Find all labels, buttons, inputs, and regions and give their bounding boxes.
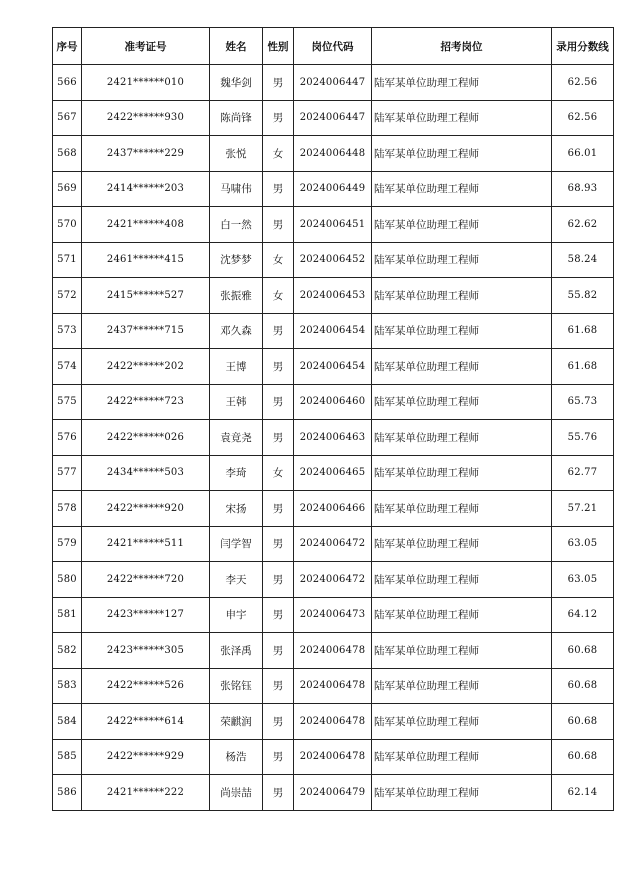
name-cell: 张铭钰 [210, 668, 263, 704]
score-line-cell: 55.82 [552, 278, 614, 314]
name-cell: 张泽禹 [210, 633, 263, 669]
name-cell: 李天 [210, 562, 263, 598]
gender-cell: 女 [263, 455, 294, 491]
post-cell: 陆军某单位助理工程师 [372, 313, 552, 349]
score-line-cell: 57.21 [552, 491, 614, 527]
score-line-cell: 62.62 [552, 207, 614, 243]
score-line-cell: 60.68 [552, 668, 614, 704]
exam-id-cell: 2422******526 [82, 668, 210, 704]
gender-cell: 男 [263, 349, 294, 385]
post-code-cell: 2024006451 [294, 207, 372, 243]
seq-cell: 575 [53, 384, 82, 420]
seq-cell: 571 [53, 242, 82, 278]
name-cell: 杨浩 [210, 739, 263, 775]
post-cell: 陆军某单位助理工程师 [372, 562, 552, 598]
results-table [52, 27, 614, 811]
post-cell: 陆军某单位助理工程师 [372, 491, 552, 527]
gender-cell: 男 [263, 562, 294, 598]
post-code-cell: 2024006472 [294, 562, 372, 598]
seq-cell: 566 [53, 65, 82, 101]
gender-cell: 女 [263, 136, 294, 172]
score-line-cell: 66.01 [552, 136, 614, 172]
score-line-cell: 63.05 [552, 562, 614, 598]
seq-cell: 573 [53, 313, 82, 349]
score-line-cell: 58.24 [552, 242, 614, 278]
table-row [53, 384, 614, 420]
post-cell: 陆军某单位助理工程师 [372, 384, 552, 420]
gender-cell: 男 [263, 491, 294, 527]
table-row [53, 562, 614, 598]
exam-id-cell: 2437******229 [82, 136, 210, 172]
seq-cell: 576 [53, 420, 82, 456]
post-cell: 陆军某单位助理工程师 [372, 171, 552, 207]
name-cell: 沈梦梦 [210, 242, 263, 278]
post-code-cell: 2024006466 [294, 491, 372, 527]
post-code-cell: 2024006472 [294, 526, 372, 562]
post-cell: 陆军某单位助理工程师 [372, 136, 552, 172]
exam-id-cell: 2422******920 [82, 491, 210, 527]
exam-id-cell: 2414******203 [82, 171, 210, 207]
seq-cell: 567 [53, 100, 82, 136]
post-code-cell: 2024006453 [294, 278, 372, 314]
gender-cell: 男 [263, 668, 294, 704]
score-line-cell: 62.14 [552, 775, 614, 811]
name-cell: 白一然 [210, 207, 263, 243]
table-row [53, 455, 614, 491]
exam-id-cell: 2421******010 [82, 65, 210, 101]
header-seq: 序号 [53, 28, 82, 65]
table-row [53, 704, 614, 740]
post-cell: 陆军某单位助理工程师 [372, 455, 552, 491]
seq-cell: 577 [53, 455, 82, 491]
score-line-cell: 65.73 [552, 384, 614, 420]
table-row [53, 526, 614, 562]
exam-id-cell: 2415******527 [82, 278, 210, 314]
exam-id-cell: 2422******202 [82, 349, 210, 385]
post-code-cell: 2024006463 [294, 420, 372, 456]
post-code-cell: 2024006454 [294, 313, 372, 349]
post-cell: 陆军某单位助理工程师 [372, 526, 552, 562]
post-code-cell: 2024006465 [294, 455, 372, 491]
seq-cell: 580 [53, 562, 82, 598]
name-cell: 魏华剑 [210, 65, 263, 101]
post-code-cell: 2024006479 [294, 775, 372, 811]
gender-cell: 男 [263, 420, 294, 456]
table-row [53, 278, 614, 314]
seq-cell: 578 [53, 491, 82, 527]
header-row [53, 28, 614, 65]
table-row [53, 313, 614, 349]
score-line-cell: 64.12 [552, 597, 614, 633]
exam-id-cell: 2421******511 [82, 526, 210, 562]
table-row [53, 633, 614, 669]
post-code-cell: 2024006478 [294, 739, 372, 775]
seq-cell: 572 [53, 278, 82, 314]
gender-cell: 男 [263, 207, 294, 243]
exam-id-cell: 2421******408 [82, 207, 210, 243]
name-cell: 李琦 [210, 455, 263, 491]
table-row [53, 65, 614, 101]
score-line-cell: 55.76 [552, 420, 614, 456]
seq-cell: 585 [53, 739, 82, 775]
gender-cell: 男 [263, 384, 294, 420]
table-row [53, 775, 614, 811]
score-line-cell: 68.93 [552, 171, 614, 207]
header-gender: 性别 [263, 28, 294, 65]
header-exam-id: 准考证号 [82, 28, 210, 65]
post-code-cell: 2024006454 [294, 349, 372, 385]
score-line-cell: 60.68 [552, 704, 614, 740]
post-cell: 陆军某单位助理工程师 [372, 775, 552, 811]
header-score-line: 录用分数线 [552, 28, 614, 65]
name-cell: 宋扬 [210, 491, 263, 527]
gender-cell: 男 [263, 704, 294, 740]
table-row [53, 242, 614, 278]
exam-id-cell: 2422******614 [82, 704, 210, 740]
seq-cell: 569 [53, 171, 82, 207]
gender-cell: 女 [263, 242, 294, 278]
seq-cell: 584 [53, 704, 82, 740]
post-code-cell: 2024006478 [294, 704, 372, 740]
post-cell: 陆军某单位助理工程师 [372, 633, 552, 669]
score-line-cell: 62.56 [552, 65, 614, 101]
score-line-cell: 61.68 [552, 313, 614, 349]
name-cell: 王博 [210, 349, 263, 385]
post-cell: 陆军某单位助理工程师 [372, 704, 552, 740]
exam-id-cell: 2422******930 [82, 100, 210, 136]
score-line-cell: 61.68 [552, 349, 614, 385]
post-cell: 陆军某单位助理工程师 [372, 739, 552, 775]
score-line-cell: 63.05 [552, 526, 614, 562]
exam-id-cell: 2422******929 [82, 739, 210, 775]
header-post: 招考岗位 [372, 28, 552, 65]
name-cell: 张悦 [210, 136, 263, 172]
post-cell: 陆军某单位助理工程师 [372, 207, 552, 243]
table-row [53, 207, 614, 243]
gender-cell: 男 [263, 65, 294, 101]
seq-cell: 570 [53, 207, 82, 243]
name-cell: 王韩 [210, 384, 263, 420]
post-code-cell: 2024006460 [294, 384, 372, 420]
post-cell: 陆军某单位助理工程师 [372, 668, 552, 704]
seq-cell: 582 [53, 633, 82, 669]
gender-cell: 男 [263, 171, 294, 207]
name-cell: 马啸伟 [210, 171, 263, 207]
post-cell: 陆军某单位助理工程师 [372, 597, 552, 633]
name-cell: 荣麒润 [210, 704, 263, 740]
post-code-cell: 2024006448 [294, 136, 372, 172]
post-cell: 陆军某单位助理工程师 [372, 242, 552, 278]
seq-cell: 579 [53, 526, 82, 562]
gender-cell: 男 [263, 526, 294, 562]
post-cell: 陆军某单位助理工程师 [372, 100, 552, 136]
table-row [53, 491, 614, 527]
name-cell: 邓久森 [210, 313, 263, 349]
seq-cell: 583 [53, 668, 82, 704]
gender-cell: 女 [263, 278, 294, 314]
post-cell: 陆军某单位助理工程师 [372, 349, 552, 385]
name-cell: 尚崇喆 [210, 775, 263, 811]
post-code-cell: 2024006447 [294, 100, 372, 136]
seq-cell: 568 [53, 136, 82, 172]
exam-id-cell: 2422******720 [82, 562, 210, 598]
exam-id-cell: 2437******715 [82, 313, 210, 349]
gender-cell: 男 [263, 313, 294, 349]
table-row [53, 100, 614, 136]
seq-cell: 581 [53, 597, 82, 633]
name-cell: 申宇 [210, 597, 263, 633]
name-cell: 陈尚锋 [210, 100, 263, 136]
score-line-cell: 62.77 [552, 455, 614, 491]
post-code-cell: 2024006452 [294, 242, 372, 278]
name-cell: 闫学智 [210, 526, 263, 562]
header-name: 姓名 [210, 28, 263, 65]
gender-cell: 男 [263, 597, 294, 633]
table-row [53, 349, 614, 385]
exam-id-cell: 2422******026 [82, 420, 210, 456]
gender-cell: 男 [263, 775, 294, 811]
post-code-cell: 2024006473 [294, 597, 372, 633]
post-code-cell: 2024006478 [294, 668, 372, 704]
table-row [53, 136, 614, 172]
post-code-cell: 2024006447 [294, 65, 372, 101]
score-line-cell: 60.68 [552, 739, 614, 775]
score-line-cell: 62.56 [552, 100, 614, 136]
exam-id-cell: 2423******305 [82, 633, 210, 669]
name-cell: 张振雅 [210, 278, 263, 314]
exam-id-cell: 2423******127 [82, 597, 210, 633]
gender-cell: 男 [263, 739, 294, 775]
exam-id-cell: 2421******222 [82, 775, 210, 811]
table-row [53, 420, 614, 456]
post-cell: 陆军某单位助理工程师 [372, 278, 552, 314]
table-row [53, 668, 614, 704]
name-cell: 袁竟尧 [210, 420, 263, 456]
header-post-code: 岗位代码 [294, 28, 372, 65]
exam-id-cell: 2434******503 [82, 455, 210, 491]
seq-cell: 586 [53, 775, 82, 811]
post-cell: 陆军某单位助理工程师 [372, 420, 552, 456]
post-code-cell: 2024006478 [294, 633, 372, 669]
score-line-cell: 60.68 [552, 633, 614, 669]
gender-cell: 男 [263, 100, 294, 136]
table-row [53, 171, 614, 207]
gender-cell: 男 [263, 633, 294, 669]
exam-id-cell: 2461******415 [82, 242, 210, 278]
table-row [53, 597, 614, 633]
post-cell: 陆军某单位助理工程师 [372, 65, 552, 101]
post-code-cell: 2024006449 [294, 171, 372, 207]
exam-id-cell: 2422******723 [82, 384, 210, 420]
table-row [53, 739, 614, 775]
seq-cell: 574 [53, 349, 82, 385]
